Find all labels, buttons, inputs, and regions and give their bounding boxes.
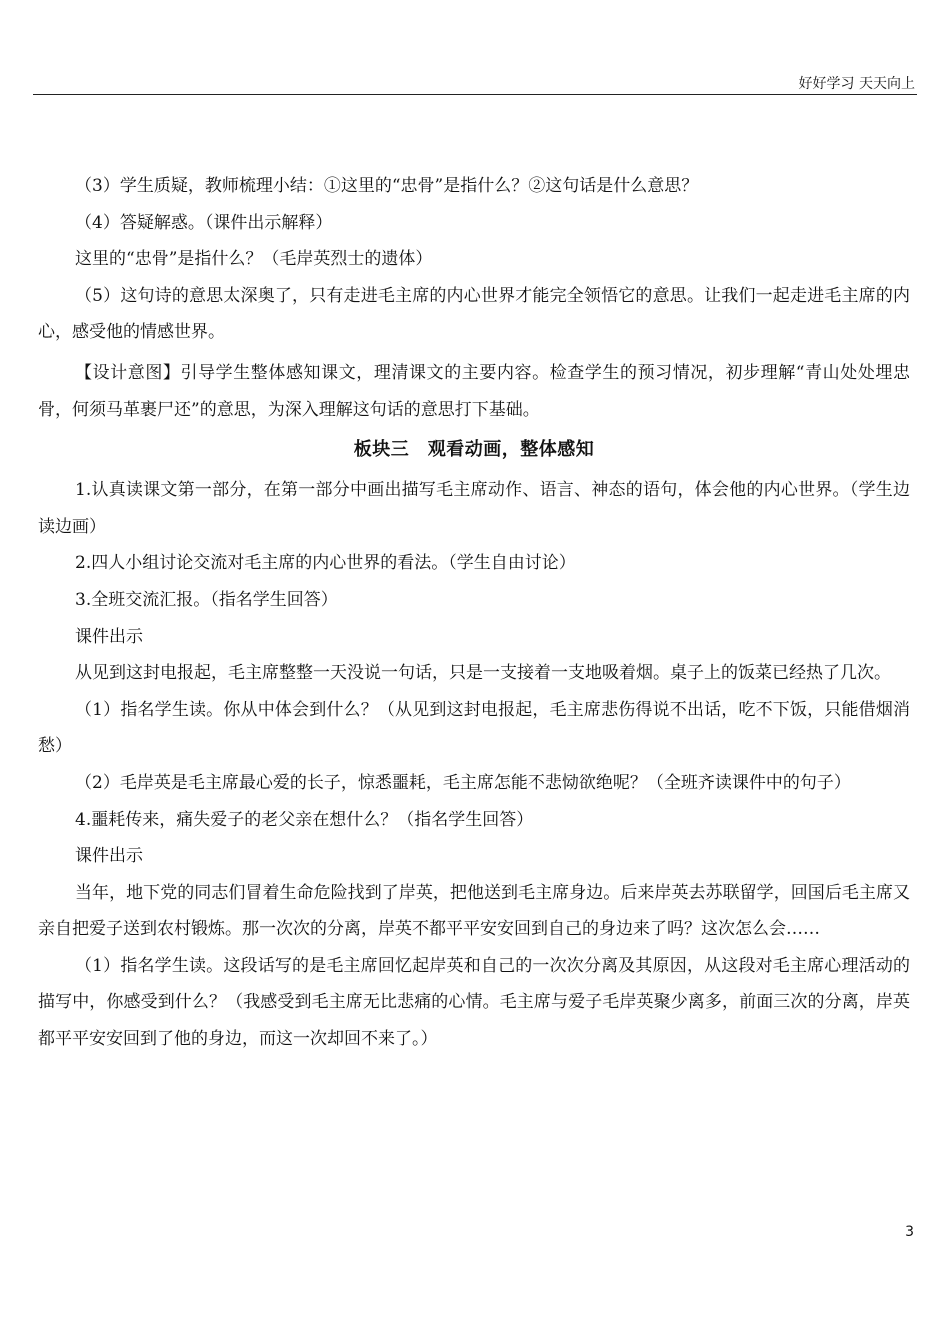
paragraph: 1.认真读课文第一部分，在第一部分中画出描写毛主席动作、语言、神态的语句，体会他的内心世界。（学生边读边画） (38, 480, 910, 537)
courseware-label: 课件出示 (75, 846, 143, 867)
courseware-quote: 当年，地下党的同志们冒着生命危险找到了岸英，把他送到毛主席身边。后来岸英去苏联留学，回国后毛主席又亲自把爱子送到农村锻炼。那一次次的分离，岸英不都平平安安回到自己的身边来了吗？这次怎么会…… (38, 882, 910, 940)
paragraph: 4.噩耗传来，痛失爱子的老父亲在想什么？（指名学生回答） (75, 809, 534, 830)
paragraph: 3.全班交流汇报。（指名学生回答） (75, 589, 338, 610)
paragraph: （2）毛岸英是毛主席最心爱的长子，惊悉噩耗，毛主席怎能不悲恸欲绝呢？（全班齐读课件中的句子） (75, 772, 851, 793)
courseware-label: 课件出示 (75, 626, 143, 647)
header-text: 好好学习 天天向上 (798, 76, 915, 92)
paragraph: （1）指名学生读。这段话写的是毛主席回忆起岸英和自己的一次次分离及其原因，从这段对毛主席心理活动的描写中，你感受到什么？（我感受到毛主席无比悲痛的心情。毛主席与爱子毛岸英聚少离多，前面三次的分离，岸英都平平安安回到了他的身边，而这一次却回不来了。） (38, 955, 910, 1050)
document-body (38, 168, 910, 1058)
page-header (33, 72, 917, 95)
paragraph: （4）答疑解惑。（课件出示解释） (75, 212, 333, 233)
paragraph: （3）学生质疑，教师梳理小结：①这里的“忠骨”是指什么？②这句话是什么意思？ (75, 176, 699, 196)
paragraph: （5）这句诗的意思太深奥了，只有走进毛主席的内心世界才能完全领悟它的意思。让我们一起走进毛主席的内心，感受他的情感世界。 (38, 285, 910, 343)
paragraph: 2.四人小组讨论交流对毛主席的内心世界的看法。（学生自由讨论） (75, 553, 576, 574)
section-heading: 板块三 观看动画，整体感知 (353, 439, 595, 461)
design-intent-paragraph: 【设计意图】引导学生整体感知课文，理清课文的主要内容。检查学生的预习情况，初步理解“青山处处埋忠骨，何须马革裹尸还”的意思，为深入理解这句话的意思打下基础。 (38, 362, 910, 420)
page-number: 3 (905, 1224, 914, 1240)
paragraph: （1）指名学生读。你从中体会到什么？（从见到这封电报起，毛主席悲伤得说不出话，吃不下饭，只能借烟消愁） (38, 699, 910, 757)
courseware-quote: 从见到这封电报起，毛主席整整一天没说一句话，只是一支接着一支地吸着烟。桌子上的饭菜已经热了几次。 (75, 663, 891, 684)
paragraph: 这里的“忠骨”是指什么？（毛岸英烈士的遗体） (75, 249, 433, 270)
